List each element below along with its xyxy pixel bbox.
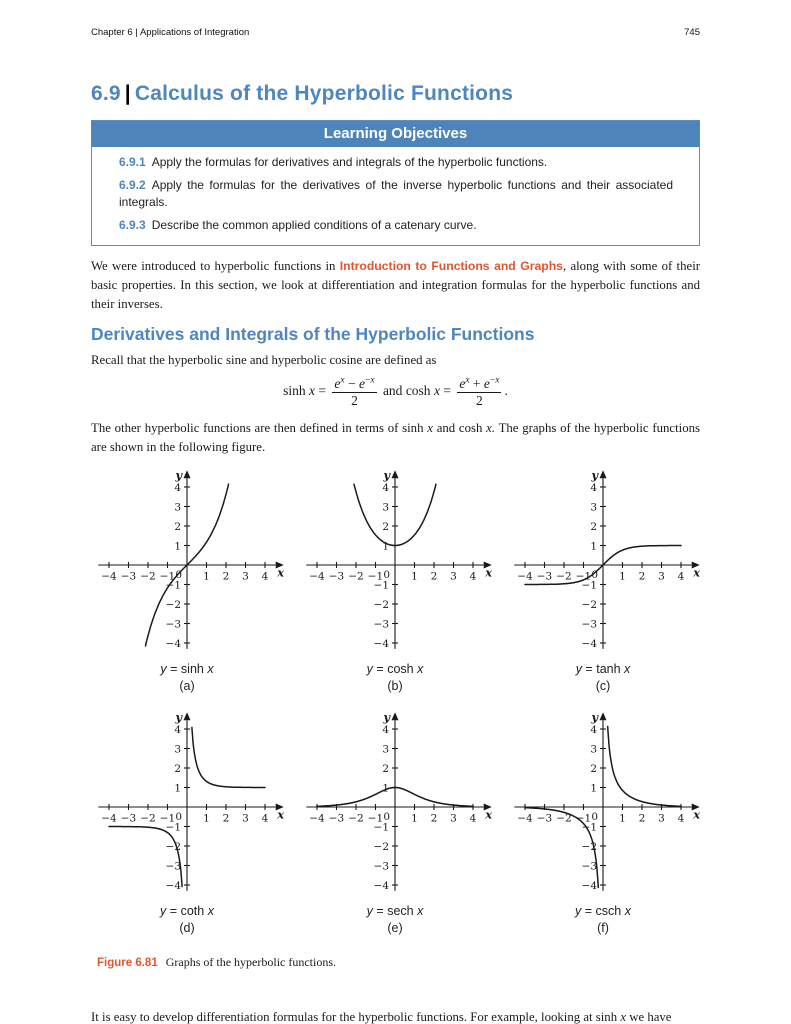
svg-text:2: 2 xyxy=(174,520,181,533)
paragraph-text: It is easy to develop differentiation formulas for the hyperbolic functions. For example, looking at xyxy=(91,1010,596,1024)
chart-cosh xyxy=(295,469,495,695)
fraction-numerator xyxy=(332,376,376,393)
svg-text:3: 3 xyxy=(382,501,389,514)
learning-objectives-box xyxy=(91,120,700,246)
objective-number: 6.9.2 xyxy=(119,178,146,192)
svg-text:3: 3 xyxy=(590,743,597,756)
svg-text:4: 4 xyxy=(469,812,477,825)
chart-canvas-csch xyxy=(503,711,703,899)
objective-number: 6.9.3 xyxy=(119,218,146,232)
subfigure-letter: (f) xyxy=(597,921,609,935)
svg-text:y: y xyxy=(175,711,182,725)
objective-text: Apply the formulas for derivatives and integrals of the hyperbolic functions. xyxy=(151,155,548,169)
svg-text:−1: −1 xyxy=(581,821,597,834)
learning-objectives-heading: Learning Objectives xyxy=(92,121,699,147)
svg-text:−3: −3 xyxy=(536,812,553,825)
svg-text:−2: −2 xyxy=(165,840,181,853)
svg-text:2: 2 xyxy=(590,520,597,533)
svg-text:3: 3 xyxy=(590,501,597,514)
formula-e: e xyxy=(459,376,466,391)
svg-text:3: 3 xyxy=(242,570,249,583)
svg-text:−4: −4 xyxy=(517,812,533,825)
svg-text:4: 4 xyxy=(590,723,597,736)
definition-formula xyxy=(91,376,700,408)
svg-text:2: 2 xyxy=(638,570,646,583)
svg-text:−2: −2 xyxy=(348,570,364,583)
svg-text:1: 1 xyxy=(590,540,597,553)
svg-text:2: 2 xyxy=(174,762,181,775)
chart-csch xyxy=(503,711,703,937)
svg-text:3: 3 xyxy=(658,812,665,825)
chart-caption: y = csch x (f) xyxy=(503,903,703,937)
svg-text:x: x xyxy=(693,807,701,822)
svg-text:−2: −2 xyxy=(348,812,364,825)
svg-text:0: 0 xyxy=(591,811,598,823)
svg-text:1: 1 xyxy=(619,812,626,825)
section-title-text: Calculus of the Hyperbolic Functions xyxy=(134,82,514,105)
svg-text:−1: −1 xyxy=(367,570,384,583)
svg-text:−2: −2 xyxy=(140,812,156,825)
subsection-heading: Derivatives and Integrals of the Hyperbolic Functions xyxy=(91,324,535,344)
chart-sech xyxy=(295,711,495,937)
svg-text:−3: −3 xyxy=(581,618,597,631)
svg-text:−3: −3 xyxy=(373,618,389,631)
svg-text:1: 1 xyxy=(411,570,418,583)
svg-text:−2: −2 xyxy=(140,570,156,583)
svg-text:−3: −3 xyxy=(165,860,181,873)
formula-var: x xyxy=(433,383,440,399)
formula-fn: sinh xyxy=(283,383,306,399)
fraction xyxy=(332,376,376,408)
svg-text:−4: −4 xyxy=(165,637,181,650)
svg-text:1: 1 xyxy=(203,570,210,583)
svg-text:−3: −3 xyxy=(581,860,597,873)
svg-text:1: 1 xyxy=(382,540,389,553)
section-title xyxy=(91,82,700,106)
chart-canvas-coth xyxy=(87,711,287,899)
chart-sinh xyxy=(87,469,287,695)
svg-text:3: 3 xyxy=(450,812,457,825)
intro-paragraph xyxy=(91,257,700,314)
subfigure-letter: (e) xyxy=(387,921,403,935)
svg-text:4: 4 xyxy=(590,481,597,494)
subfigure-letter: (c) xyxy=(595,679,611,693)
minus-sign: − xyxy=(347,376,356,391)
svg-text:1: 1 xyxy=(203,812,210,825)
figure-caption xyxy=(91,955,700,970)
svg-text:4: 4 xyxy=(469,570,477,583)
svg-text:−2: −2 xyxy=(556,570,572,583)
svg-text:−4: −4 xyxy=(517,570,533,583)
recall-text: Recall that the hyperbolic sine and hyperbolic cosine are defined as xyxy=(91,353,437,367)
svg-text:−1: −1 xyxy=(373,821,389,834)
subfigure-letter: (a) xyxy=(179,679,195,693)
svg-text:y: y xyxy=(591,469,598,483)
svg-text:4: 4 xyxy=(677,570,685,583)
svg-text:−2: −2 xyxy=(581,598,597,611)
svg-text:−4: −4 xyxy=(165,879,181,892)
svg-text:2: 2 xyxy=(638,812,646,825)
svg-text:2: 2 xyxy=(430,570,438,583)
svg-text:2: 2 xyxy=(222,570,230,583)
svg-text:−2: −2 xyxy=(373,840,389,853)
chart-coth xyxy=(87,711,287,937)
figure-label: Figure 6.81 xyxy=(97,957,158,969)
svg-text:4: 4 xyxy=(174,481,181,494)
chapter-running-head: Chapter 6 | Applications of Integration xyxy=(91,27,250,38)
formula-exp: −x xyxy=(489,375,500,386)
figure-caption-text: Graphs of the hyperbolic functions. xyxy=(165,955,337,969)
chart-canvas-sech xyxy=(295,711,495,899)
svg-text:−4: −4 xyxy=(101,570,117,583)
intro-text: , along with some of their basic properties. In this section, we look at differentiation and integration formulas for the hyperbolic functions and their inverses. xyxy=(91,259,701,311)
formula-e: e xyxy=(483,376,490,391)
svg-text:0: 0 xyxy=(591,569,598,581)
objective-text: Describe the common applied conditions of a catenary curve. xyxy=(151,218,477,232)
svg-text:−1: −1 xyxy=(165,821,181,834)
chart-caption: y = cosh x (b) xyxy=(295,661,495,695)
fraction-denominator: 2 xyxy=(476,393,483,408)
svg-text:1: 1 xyxy=(174,782,181,795)
and-word: and xyxy=(382,383,403,399)
svg-text:−4: −4 xyxy=(373,637,389,650)
formula-e: e xyxy=(334,376,341,391)
formula-e: e xyxy=(358,376,365,391)
learning-objective-item xyxy=(119,177,673,211)
learning-objective-item xyxy=(119,217,673,234)
subfigure-letter: (d) xyxy=(179,921,195,935)
svg-text:0: 0 xyxy=(383,569,390,581)
formula-period: . xyxy=(504,383,508,399)
svg-text:2: 2 xyxy=(430,812,438,825)
svg-text:4: 4 xyxy=(261,812,269,825)
svg-text:x: x xyxy=(277,807,285,822)
equals-sign: = xyxy=(443,383,451,399)
chart-caption: y = coth x (d) xyxy=(87,903,287,937)
svg-text:−1: −1 xyxy=(159,812,176,825)
svg-text:y: y xyxy=(383,711,390,725)
svg-text:−1: −1 xyxy=(367,812,384,825)
defined-paragraph xyxy=(91,419,700,457)
formula-exp: −x xyxy=(364,375,375,386)
svg-text:y: y xyxy=(591,711,598,725)
paragraph-text: we have xyxy=(626,1010,672,1024)
objective-number: 6.9.1 xyxy=(119,155,146,169)
formula-exp: x xyxy=(340,375,345,386)
svg-text:4: 4 xyxy=(174,723,181,736)
svg-text:3: 3 xyxy=(242,812,249,825)
svg-text:−4: −4 xyxy=(101,812,117,825)
svg-text:0: 0 xyxy=(383,811,390,823)
svg-text:x: x xyxy=(693,565,701,580)
chart-caption: y = sech x (e) xyxy=(295,903,495,937)
objective-text: Apply the formulas for the derivatives of the inverse hyperbolic functions and their associated integrals. xyxy=(119,178,673,209)
chart-canvas-cosh xyxy=(295,469,495,657)
svg-text:y: y xyxy=(383,469,390,483)
svg-text:2: 2 xyxy=(590,762,597,775)
intro-text: We were introduced to hyperbolic functions in xyxy=(91,259,340,273)
svg-text:1: 1 xyxy=(590,782,597,795)
svg-text:x: x xyxy=(485,565,493,580)
svg-text:−2: −2 xyxy=(556,812,572,825)
svg-text:2: 2 xyxy=(382,762,389,775)
plus-sign: + xyxy=(472,376,481,391)
title-separator: | xyxy=(124,82,131,105)
chart-canvas-tanh xyxy=(503,469,703,657)
svg-text:1: 1 xyxy=(619,570,626,583)
svg-text:−4: −4 xyxy=(581,879,597,892)
svg-text:x: x xyxy=(277,565,285,580)
svg-text:0: 0 xyxy=(175,569,182,581)
svg-text:−4: −4 xyxy=(309,812,325,825)
chart-tanh xyxy=(503,469,703,695)
svg-text:1: 1 xyxy=(411,812,418,825)
svg-text:−3: −3 xyxy=(120,812,137,825)
page-number: 745 xyxy=(684,27,700,38)
figure-6-81 xyxy=(91,469,700,970)
svg-text:3: 3 xyxy=(174,501,181,514)
intro-functions-graphs-link[interactable]: Introduction to Functions and Graphs xyxy=(339,259,563,273)
svg-text:−1: −1 xyxy=(581,579,597,592)
svg-text:4: 4 xyxy=(382,481,389,494)
paragraph-text: The graphs of the hyperbolic functions are shown in the following figure. xyxy=(91,421,700,454)
svg-text:−1: −1 xyxy=(575,812,592,825)
hyperbolic-graphs-grid xyxy=(87,469,703,953)
svg-text:−3: −3 xyxy=(328,812,345,825)
svg-text:2: 2 xyxy=(382,520,389,533)
svg-text:−3: −3 xyxy=(328,570,345,583)
svg-text:3: 3 xyxy=(174,743,181,756)
running-header xyxy=(91,0,700,38)
fraction-denominator: 2 xyxy=(351,393,358,408)
formula-fn: cosh xyxy=(405,383,431,399)
svg-text:4: 4 xyxy=(382,723,389,736)
learning-objectives-list xyxy=(92,147,699,245)
svg-text:3: 3 xyxy=(658,570,665,583)
section-number: 6.9 xyxy=(91,82,121,105)
formula-exp: x xyxy=(465,375,470,386)
svg-text:2: 2 xyxy=(222,812,230,825)
svg-text:−4: −4 xyxy=(309,570,325,583)
svg-text:−2: −2 xyxy=(373,598,389,611)
svg-text:−1: −1 xyxy=(575,570,592,583)
svg-text:1: 1 xyxy=(174,540,181,553)
svg-text:−1: −1 xyxy=(159,570,176,583)
svg-text:−4: −4 xyxy=(581,637,597,650)
svg-text:−2: −2 xyxy=(165,598,181,611)
svg-text:−3: −3 xyxy=(120,570,137,583)
paragraph-text: The other hyperbolic functions are then defined in terms of xyxy=(91,421,403,435)
inline-math: cosh x. xyxy=(458,421,496,435)
svg-text:−2: −2 xyxy=(581,840,597,853)
inline-math: sinh x xyxy=(595,1010,626,1024)
fraction xyxy=(457,376,501,408)
subfigure-letter: (b) xyxy=(387,679,403,693)
svg-text:3: 3 xyxy=(382,743,389,756)
closing-paragraph xyxy=(91,1008,700,1024)
svg-text:y: y xyxy=(175,469,182,483)
svg-text:3: 3 xyxy=(450,570,457,583)
svg-text:−3: −3 xyxy=(165,618,181,631)
svg-text:−1: −1 xyxy=(373,579,389,592)
svg-text:x: x xyxy=(485,807,493,822)
svg-text:0: 0 xyxy=(175,811,182,823)
svg-text:4: 4 xyxy=(677,812,685,825)
chart-canvas-sinh xyxy=(87,469,287,657)
paragraph-text: and xyxy=(432,421,459,435)
svg-text:−3: −3 xyxy=(536,570,553,583)
learning-objective-item xyxy=(119,154,673,171)
svg-text:−3: −3 xyxy=(373,860,389,873)
chart-caption: y = tanh x (c) xyxy=(503,661,703,695)
fraction-numerator xyxy=(457,376,501,393)
equals-sign: = xyxy=(318,383,327,399)
svg-text:4: 4 xyxy=(261,570,269,583)
svg-text:1: 1 xyxy=(382,782,389,795)
svg-text:−1: −1 xyxy=(165,579,181,592)
formula-var: x xyxy=(309,383,316,399)
svg-text:−4: −4 xyxy=(373,879,389,892)
chart-caption: y = sinh x (a) xyxy=(87,661,287,695)
inline-math: sinh x xyxy=(402,421,433,435)
